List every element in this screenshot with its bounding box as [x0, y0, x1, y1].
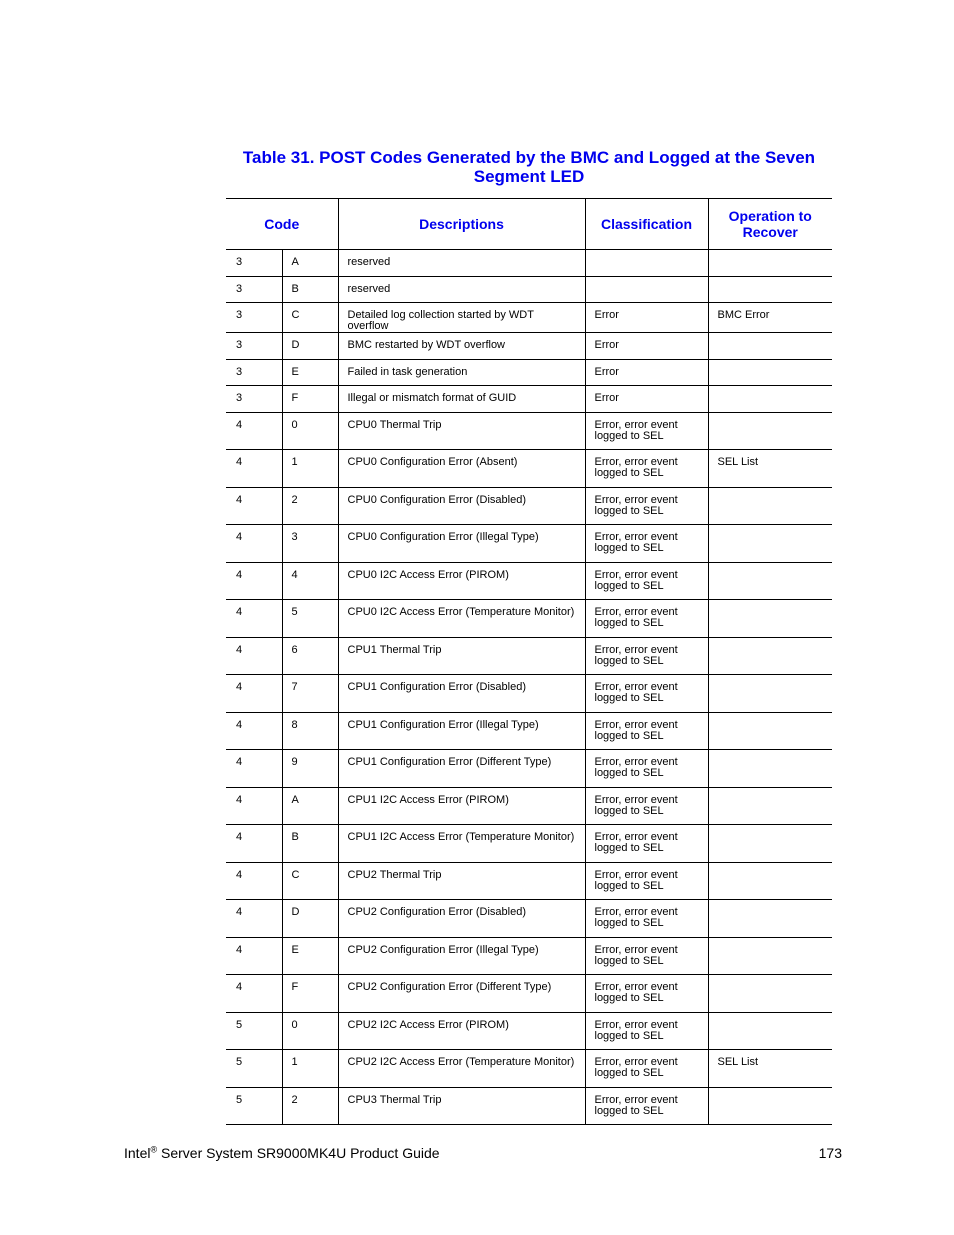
code-digit-2-cell: E	[282, 937, 338, 975]
table-row	[226, 386, 832, 413]
footer-trademark: ®	[150, 1144, 158, 1155]
operation-cell	[708, 900, 832, 938]
operation-cell	[708, 1012, 832, 1050]
code-digit-1-cell: 3	[226, 303, 282, 333]
code-digit-1-cell: 4	[226, 675, 282, 713]
classification-cell: Error, error event logged to SEL	[585, 412, 708, 450]
code-digit-1-cell: 5	[226, 1087, 282, 1125]
description-cell: CPU0 I2C Access Error (Temperature Monitor)	[338, 600, 585, 638]
classification-cell: Error	[585, 359, 708, 386]
operation-cell	[708, 862, 832, 900]
post-codes-table	[226, 198, 832, 1125]
classification-cell: Error, error event logged to SEL	[585, 562, 708, 600]
classification-cell: Error, error event logged to SEL	[585, 637, 708, 675]
code-digit-2-cell: 4	[282, 562, 338, 600]
table-row	[226, 303, 832, 333]
operation-cell	[708, 333, 832, 360]
code-digit-1-cell: 5	[226, 1012, 282, 1050]
table-row	[226, 900, 832, 938]
table-row	[226, 1087, 832, 1125]
description-cell: BMC restarted by WDT overflow	[338, 333, 585, 360]
classification-cell: Error, error event logged to SEL	[585, 600, 708, 638]
table-row	[226, 333, 832, 360]
code-digit-2-cell: A	[282, 250, 338, 277]
description-cell: CPU0 Configuration Error (Absent)	[338, 450, 585, 488]
code-digit-1-cell: 4	[226, 450, 282, 488]
footer-brand: Intel	[124, 1145, 151, 1161]
code-digit-1-cell: 4	[226, 900, 282, 938]
header-descriptions: Descriptions	[338, 199, 585, 250]
table-row	[226, 450, 832, 488]
table-row	[226, 487, 832, 525]
code-digit-2-cell: F	[282, 975, 338, 1013]
code-digit-1-cell: 4	[226, 637, 282, 675]
code-digit-2-cell: D	[282, 900, 338, 938]
classification-cell: Error	[585, 303, 708, 333]
description-cell: CPU1 Configuration Error (Illegal Type)	[338, 712, 585, 750]
code-digit-1-cell: 4	[226, 975, 282, 1013]
table-row	[226, 1050, 832, 1088]
classification-cell: Error	[585, 386, 708, 413]
code-digit-1-cell: 3	[226, 386, 282, 413]
code-digit-1-cell: 4	[226, 825, 282, 863]
description-cell: CPU0 Configuration Error (Illegal Type)	[338, 525, 585, 563]
classification-cell: Error, error event logged to SEL	[585, 675, 708, 713]
code-digit-1-cell: 4	[226, 937, 282, 975]
classification-cell: Error	[585, 333, 708, 360]
classification-cell: Error, error event logged to SEL	[585, 787, 708, 825]
classification-cell: Error, error event logged to SEL	[585, 750, 708, 788]
code-digit-1-cell: 4	[226, 487, 282, 525]
code-digit-1-cell: 5	[226, 1050, 282, 1088]
table-row	[226, 825, 832, 863]
description-cell: CPU2 I2C Access Error (Temperature Monitor)	[338, 1050, 585, 1088]
classification-cell	[585, 276, 708, 303]
classification-cell: Error, error event logged to SEL	[585, 450, 708, 488]
code-digit-2-cell: 0	[282, 412, 338, 450]
table-row	[226, 712, 832, 750]
code-digit-2-cell: 5	[282, 600, 338, 638]
operation-cell	[708, 750, 832, 788]
code-digit-1-cell: 4	[226, 750, 282, 788]
classification-cell: Error, error event logged to SEL	[585, 1050, 708, 1088]
operation-cell	[708, 600, 832, 638]
operation-cell	[708, 675, 832, 713]
description-cell: reserved	[338, 250, 585, 277]
table-row	[226, 637, 832, 675]
code-digit-2-cell: A	[282, 787, 338, 825]
code-digit-2-cell: 0	[282, 1012, 338, 1050]
operation-cell	[708, 359, 832, 386]
classification-cell: Error, error event logged to SEL	[585, 937, 708, 975]
code-digit-2-cell: C	[282, 303, 338, 333]
description-cell: CPU2 Thermal Trip	[338, 862, 585, 900]
operation-cell	[708, 825, 832, 863]
operation-cell: SEL List	[708, 1050, 832, 1088]
header-code: Code	[226, 199, 338, 250]
description-cell: CPU1 Thermal Trip	[338, 637, 585, 675]
operation-cell	[708, 250, 832, 277]
table-row	[226, 675, 832, 713]
classification-cell: Error, error event logged to SEL	[585, 712, 708, 750]
operation-cell	[708, 937, 832, 975]
table-row	[226, 412, 832, 450]
operation-cell: BMC Error	[708, 303, 832, 333]
code-digit-2-cell: 1	[282, 1050, 338, 1088]
table-row	[226, 276, 832, 303]
code-digit-2-cell: 3	[282, 525, 338, 563]
operation-cell	[708, 412, 832, 450]
description-cell: CPU2 Configuration Error (Disabled)	[338, 900, 585, 938]
operation-cell	[708, 712, 832, 750]
code-digit-1-cell: 4	[226, 862, 282, 900]
operation-cell	[708, 487, 832, 525]
description-cell: CPU1 Configuration Error (Different Type)	[338, 750, 585, 788]
table-body	[226, 250, 832, 1125]
table-row	[226, 600, 832, 638]
code-digit-1-cell: 4	[226, 562, 282, 600]
code-digit-2-cell: B	[282, 276, 338, 303]
description-cell: CPU3 Thermal Trip	[338, 1087, 585, 1125]
code-digit-1-cell: 4	[226, 712, 282, 750]
code-digit-2-cell: F	[282, 386, 338, 413]
code-digit-2-cell: 8	[282, 712, 338, 750]
page-number: 173	[818, 1145, 842, 1161]
description-cell: CPU1 Configuration Error (Disabled)	[338, 675, 585, 713]
description-cell: Detailed log collection started by WDT overflow	[338, 303, 585, 333]
table-title: Table 31. POST Codes Generated by the BMC and Logged at the Seven Segment LED	[242, 148, 816, 186]
classification-cell: Error, error event logged to SEL	[585, 487, 708, 525]
table-row	[226, 1012, 832, 1050]
operation-cell	[708, 276, 832, 303]
code-digit-2-cell: 1	[282, 450, 338, 488]
description-cell: CPU1 I2C Access Error (PIROM)	[338, 787, 585, 825]
code-digit-2-cell: E	[282, 359, 338, 386]
code-digit-1-cell: 4	[226, 600, 282, 638]
operation-cell: SEL List	[708, 450, 832, 488]
code-digit-2-cell: 6	[282, 637, 338, 675]
classification-cell: Error, error event logged to SEL	[585, 900, 708, 938]
table-row	[226, 937, 832, 975]
code-digit-2-cell: C	[282, 862, 338, 900]
code-digit-1-cell: 3	[226, 250, 282, 277]
table-row	[226, 975, 832, 1013]
classification-cell: Error, error event logged to SEL	[585, 1087, 708, 1125]
description-cell: CPU2 Configuration Error (Different Type)	[338, 975, 585, 1013]
table-row	[226, 525, 832, 563]
description-cell: CPU1 I2C Access Error (Temperature Monitor)	[338, 825, 585, 863]
operation-cell	[708, 525, 832, 563]
classification-cell: Error, error event logged to SEL	[585, 825, 708, 863]
operation-cell	[708, 1087, 832, 1125]
code-digit-2-cell: 2	[282, 1087, 338, 1125]
operation-cell	[708, 386, 832, 413]
table-row	[226, 862, 832, 900]
description-cell: reserved	[338, 276, 585, 303]
code-digit-1-cell: 3	[226, 333, 282, 360]
table-row	[226, 562, 832, 600]
code-digit-2-cell: 2	[282, 487, 338, 525]
code-digit-2-cell: 7	[282, 675, 338, 713]
classification-cell	[585, 250, 708, 277]
footer-product: Server System SR9000MK4U Product Guide	[157, 1145, 440, 1161]
code-digit-2-cell: D	[282, 333, 338, 360]
classification-cell: Error, error event logged to SEL	[585, 862, 708, 900]
operation-cell	[708, 637, 832, 675]
operation-cell	[708, 787, 832, 825]
description-cell: CPU2 I2C Access Error (PIROM)	[338, 1012, 585, 1050]
code-digit-2-cell: B	[282, 825, 338, 863]
table-row	[226, 359, 832, 386]
table-row	[226, 250, 832, 277]
footer-document-title	[124, 1145, 440, 1161]
description-cell: CPU0 Configuration Error (Disabled)	[338, 487, 585, 525]
description-cell: CPU0 I2C Access Error (PIROM)	[338, 562, 585, 600]
code-digit-1-cell: 4	[226, 412, 282, 450]
classification-cell: Error, error event logged to SEL	[585, 525, 708, 563]
header-operation-to-recover: Operation to Recover	[708, 199, 832, 250]
classification-cell: Error, error event logged to SEL	[585, 1012, 708, 1050]
header-classification: Classification	[585, 199, 708, 250]
operation-cell	[708, 975, 832, 1013]
code-digit-1-cell: 4	[226, 525, 282, 563]
description-cell: Illegal or mismatch format of GUID	[338, 386, 585, 413]
table-row	[226, 750, 832, 788]
description-cell: Failed in task generation	[338, 359, 585, 386]
table-header-row	[226, 199, 832, 250]
code-digit-1-cell: 4	[226, 787, 282, 825]
code-digit-1-cell: 3	[226, 359, 282, 386]
description-cell: CPU0 Thermal Trip	[338, 412, 585, 450]
table-row	[226, 787, 832, 825]
description-cell: CPU2 Configuration Error (Illegal Type)	[338, 937, 585, 975]
classification-cell: Error, error event logged to SEL	[585, 975, 708, 1013]
operation-cell	[708, 562, 832, 600]
code-digit-1-cell: 3	[226, 276, 282, 303]
code-digit-2-cell: 9	[282, 750, 338, 788]
